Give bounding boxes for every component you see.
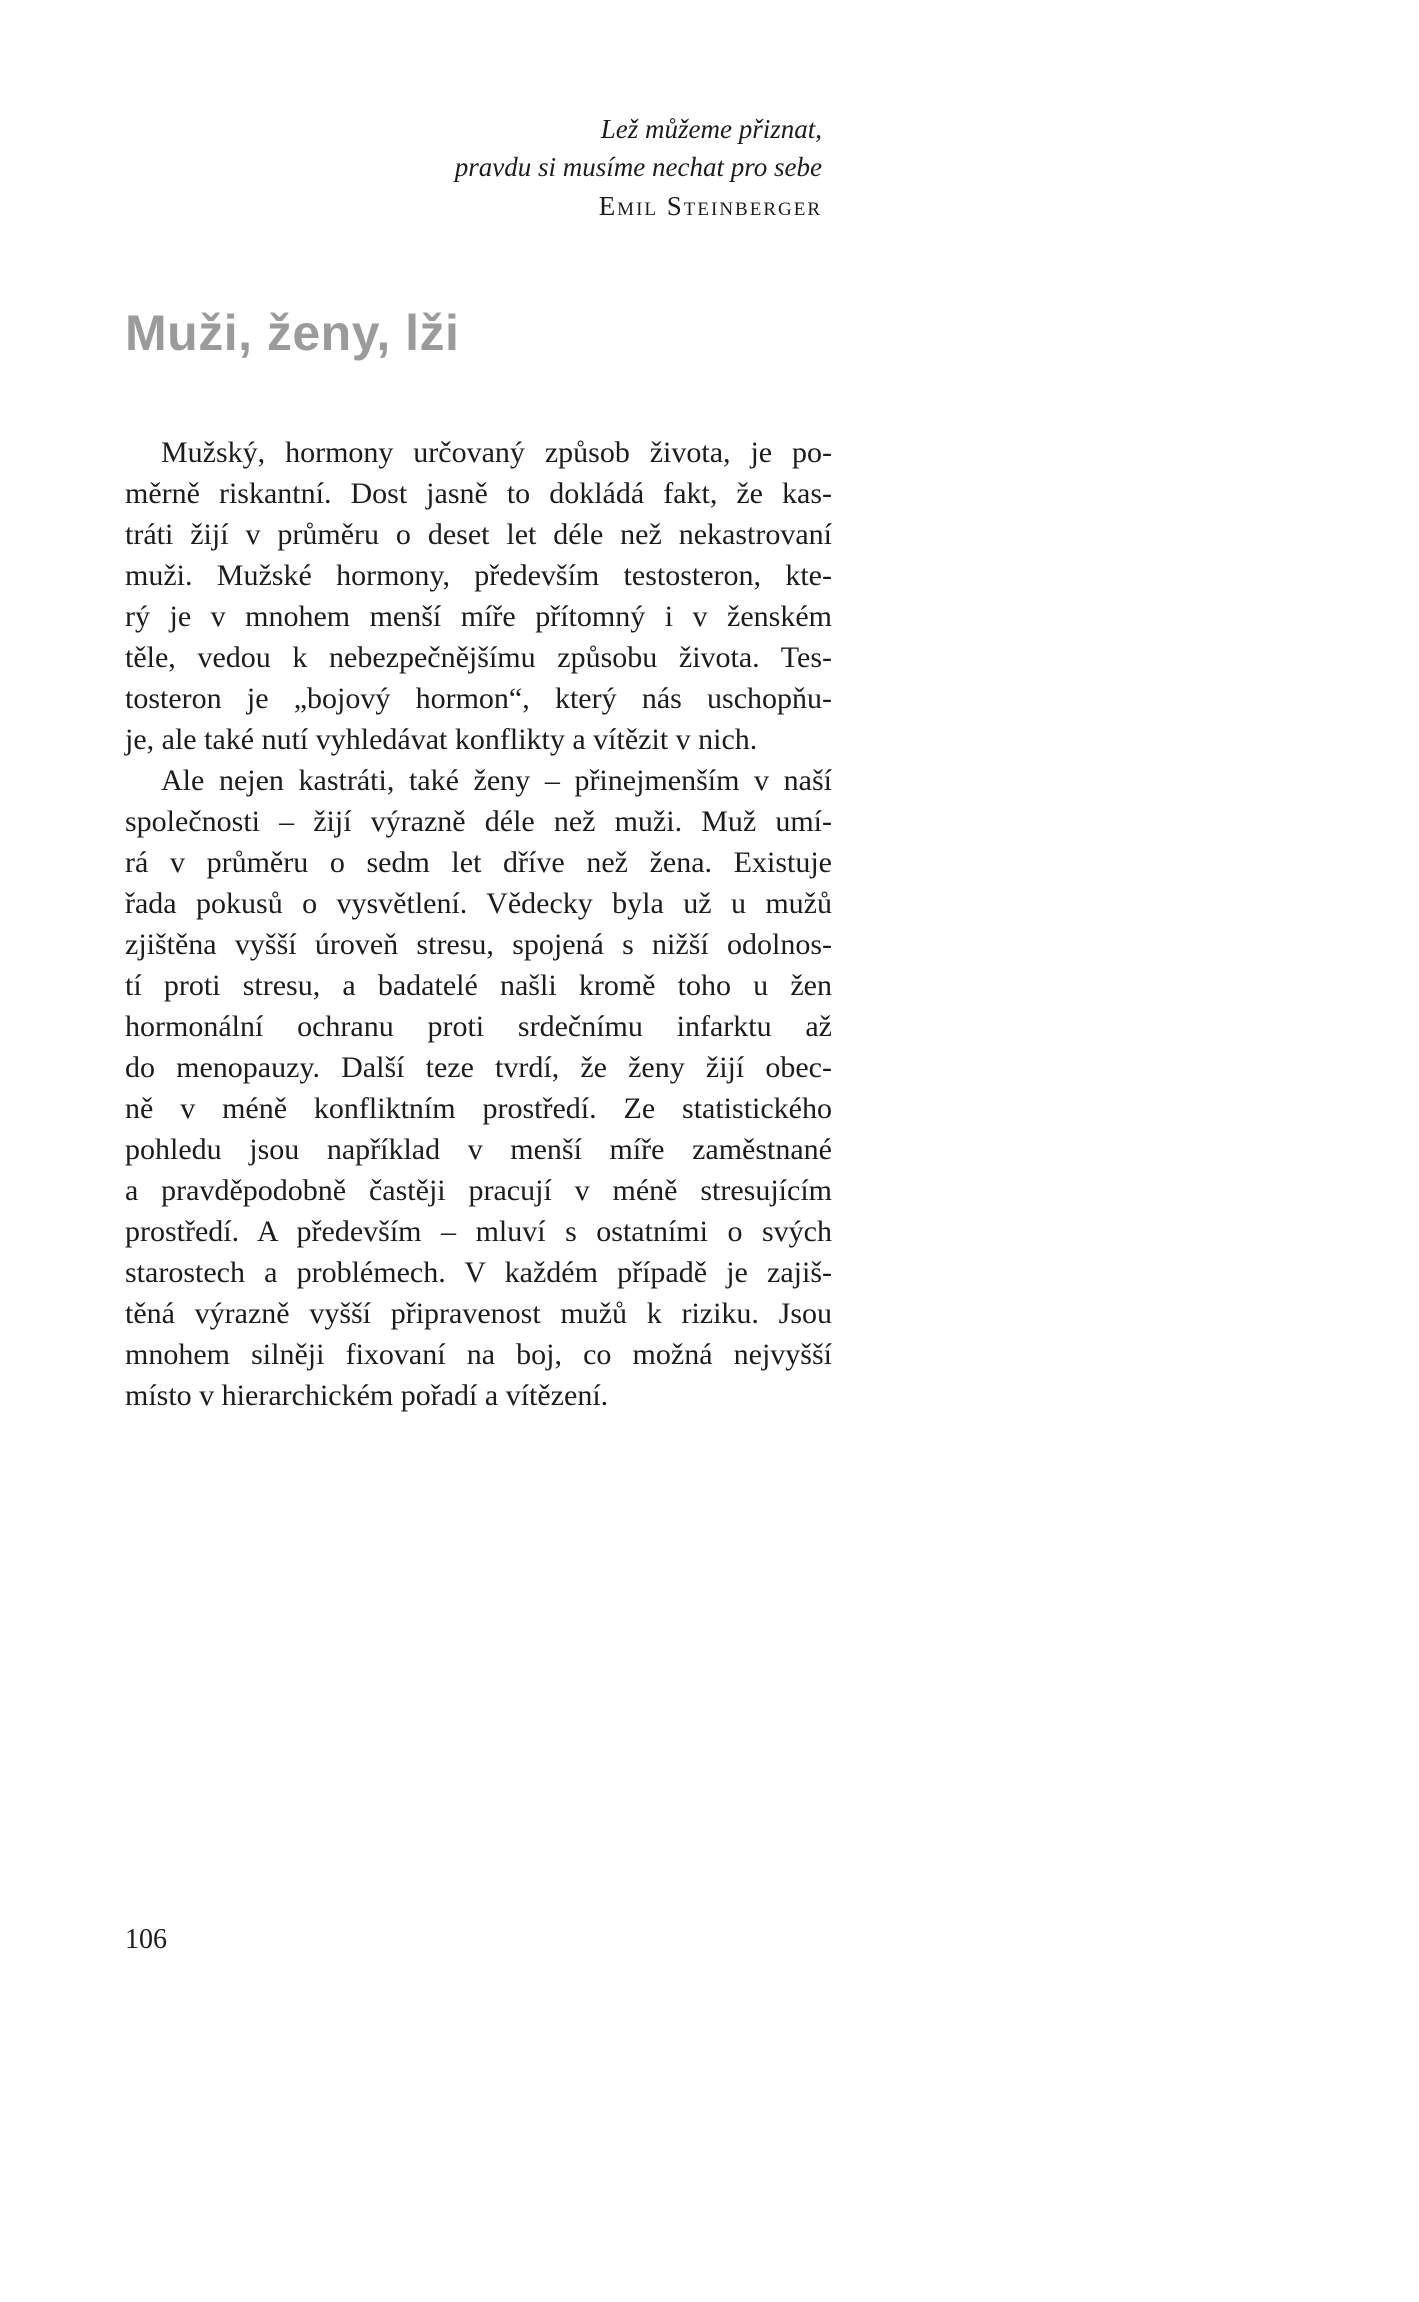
body-line: tosteron je „bojový hormon“, který nás uschopňu-: [125, 682, 832, 715]
body-line: rý je v mnohem menší míře přítomný i v ženském: [125, 600, 832, 633]
body-line: společnosti – žijí výrazně déle než muži. Muž umí-: [125, 805, 832, 838]
body-line: místo v hierarchickém pořadí a vítězení.: [125, 1379, 609, 1412]
body-line: rá v průměru o sedm let dříve než žena. Existuje: [125, 846, 832, 879]
body-line: hormonální ochranu proti srdečnímu infarktu až: [125, 1010, 832, 1043]
body-line: měrně riskantní. Dost jasně to dokládá fakt, že kas-: [125, 477, 832, 510]
body-line: tráti žijí v průměru o deset let déle než nekastrovaní: [125, 518, 832, 551]
body-line: a pravděpodobně častěji pracují v méně stresujícím: [125, 1174, 832, 1207]
body-line: Ale nejen kastráti, také ženy – přinejmenším v naší: [161, 764, 832, 797]
body-line: řada pokusů o vysvětlení. Vědecky byla už u mužů: [125, 887, 832, 920]
body-text: [125, 432, 832, 1416]
epigraph: [125, 110, 832, 226]
body-line: tí proti stresu, a badatelé našli kromě toho u žen: [125, 969, 832, 1002]
body-line: ně v méně konfliktním prostředí. Ze statistického: [125, 1092, 832, 1125]
chapter-title: Muži, ženy, lži: [125, 305, 460, 361]
body-line: zjištěna vyšší úroveň stresu, spojená s nižší odolnos-: [125, 928, 832, 961]
body-line: mnohem silněji fixovaní na boj, co možná nejvyšší: [125, 1338, 832, 1371]
body-line: je, ale také nutí vyhledávat konflikty a vítězit v nich.: [125, 723, 758, 756]
body-line: těná výrazně vyšší připravenost mužů k riziku. Jsou: [125, 1297, 832, 1330]
body-line: starostech a problémech. V každém případě je zajiš-: [125, 1256, 832, 1289]
epigraph-line: pravdu si musíme nechat pro sebe: [454, 152, 822, 182]
body-line: do menopauzy. Další teze tvrdí, že ženy žijí obec-: [125, 1051, 832, 1084]
epigraph-line: Lež můžeme přiznat,: [600, 114, 822, 144]
body-line: muži. Mužské hormony, především testosteron, kte-: [125, 559, 832, 592]
body-line: těle, vedou k nebezpečnějšímu způsobu života. Tes-: [125, 641, 832, 674]
body-line: prostředí. A především – mluví s ostatními o svých: [125, 1215, 832, 1248]
page-number: 106: [125, 1924, 167, 1955]
epigraph-author: Emil Steinberger: [598, 191, 822, 221]
body-line: pohledu jsou například v menší míře zaměstnané: [125, 1133, 832, 1166]
body-line: Mužský, hormony určovaný způsob života, je po-: [161, 436, 832, 469]
